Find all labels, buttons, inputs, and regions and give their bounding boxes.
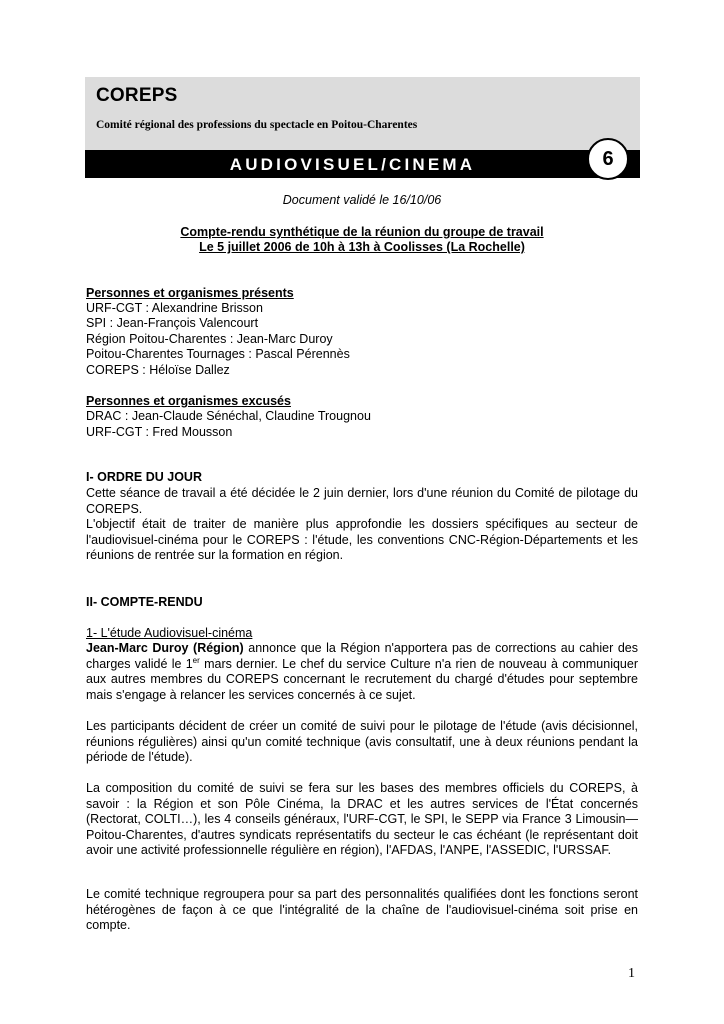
report-subheading: 1- L'étude Audiovisuel-cinéma [86,626,253,640]
report-paragraph: Jean-Marc Duroy (Région) annonce que la Région n'apportera pas de corrections au cahier des charges validé le 1er mars dernier. Le chef du service Culture n'a rien de nouveau à communiquer aux autres membres du COREPS concernant le recrutement du chargé d'études pour septembre mais s'engage à relancer les services concernés à ce sujet. [86,641,638,702]
meeting-title: Compte-rendu synthétique de la réunion du groupe de travail [180,225,544,239]
list-item: COREPS : Héloïse Dallez [86,363,230,377]
list-item: URF-CGT : Alexandrine Brisson [86,301,263,315]
agenda-heading: I- ORDRE DU JOUR [86,470,202,484]
org-full-name: Comité régional des professions du spectacle en Poitou-Charentes [96,119,418,131]
agenda-paragraph: L'objectif était de traiter de manière plus approfondie les dossiers spécifiques au secteur de l'audiovisuel-cinéma pour le COREPS : l'étude, les conventions CNC-Région-Départements et les réunions de rentrée sur la formation en région. [86,517,638,562]
agenda-paragraph: Cette séance de travail a été décidée le 2 juin dernier, lors d'une réunion du Comité de pilotage du COREPS. [86,486,638,516]
excused-heading: Personnes et organismes excusés [86,394,291,408]
speaker-name: Jean-Marc Duroy (Région) [86,641,244,655]
org-name: COREPS [96,85,178,106]
meeting-date: Le 5 juillet 2006 de 10h à 13h à Coolisses (La Rochelle) [199,240,525,254]
section-number-badge: 6 [587,138,629,180]
validation-note: Document validé le 16/10/06 [282,193,442,207]
report-paragraph: Les participants décident de créer un comité de suivi pour le pilotage de l'étude (avis décisionnel, réunions régulières) ainsi qu'un comité technique (avis consultatif, une à deux réunions pendant la période de l'étude). [86,719,638,764]
list-item: DRAC : Jean-Claude Sénéchal, Claudine Trougnou [86,409,371,423]
report-paragraph: La composition du comité de suivi se fera sur les bases des membres officiels du COREPS, à savoir : la Région et son Pôle Cinéma, la DRAC et les autres services de l'État concernés (Rectorat, COLTI…), les 4 conseils généraux, l'URF-CGT, le SPI, le SEPP via France 3 Limousin—Poitou-Charentes, d'autres syndicats représentatifs du secteur le cas échéant (le représentant doit avoir une activité professionnelle régulière en région), l'AFDAS, l'ANPE, l'ASSEDIC, l'URSSAF. [86,781,638,857]
report-paragraph: Le comité technique regroupera pour sa part des personnalités qualifiées dont les fonctions seront hétérogènes de façon à ce que l'intégralité de la chaîne de l'audiovisuel-cinéma soit prise en compte. [86,887,638,932]
list-item: SPI : Jean-François Valencourt [86,316,259,330]
page-number: 1 [628,966,635,981]
list-item: URF-CGT : Fred Mousson [86,425,233,439]
present-heading: Personnes et organismes présents [86,286,294,300]
list-item: Région Poitou-Charentes : Jean-Marc Duroy [86,332,333,346]
report-heading: II- COMPTE-RENDU [86,595,203,609]
list-item: Poitou-Charentes Tournages : Pascal Pérennès [86,347,350,361]
section-title: AUDIOVISUEL/CINEMA [229,155,476,174]
